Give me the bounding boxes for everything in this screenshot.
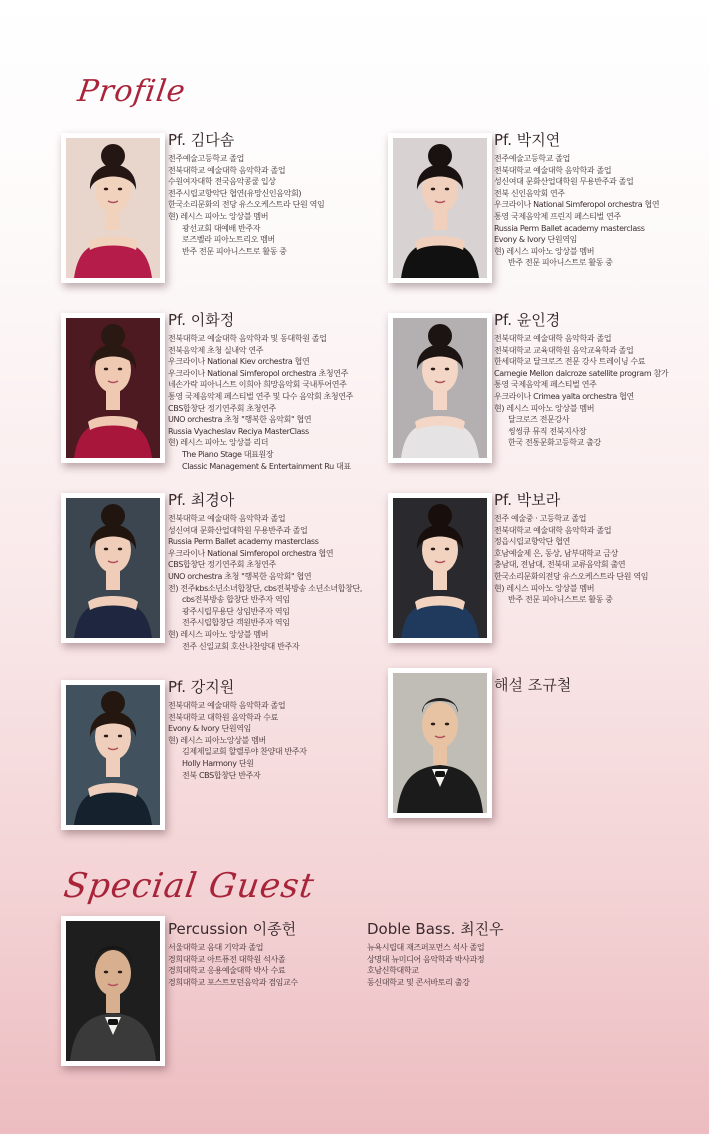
career-line: 서울대학교 음대 기악과 졸업: [168, 943, 264, 952]
career-line: 전북 CBS합창단 반주자: [182, 770, 261, 780]
performer-portrait-svg: [66, 498, 160, 638]
career-line: 수원여자대학 전국음악콩쿨 입상: [168, 177, 276, 187]
career-line: 전북음악제 초청 실내악 연주: [168, 345, 264, 355]
career-line: 한세대학교 달크로즈 전문 강사 트레이닝 수료: [494, 357, 646, 367]
career-line: 전북 신인음악회 연주: [494, 188, 565, 198]
performer-instrument: Pf.: [494, 131, 513, 149]
career-line: 경희대학교 아트퓨전 대학원 석사졸: [168, 954, 286, 964]
career-line: 전북대학교 예술대학 음악학과 졸업: [494, 165, 612, 175]
career-line: 전북대학교 대학원 음악학과 수료: [168, 712, 278, 722]
career-line: 전주 신일교회 호산나찬양대 반주자: [182, 641, 300, 651]
career-line: 호남신학대학교: [367, 966, 419, 976]
career-line: 현) 레시스 피아노 앙상블 멤버: [168, 629, 269, 639]
career-line: 로즈벨라 피아노트리오 멤버: [182, 235, 275, 245]
career-line: 한국소리문화의 전당 유스오케스트라 단원 역임: [168, 200, 325, 210]
career-line: 성신여대 문화산업대학원 무용반주과 졸업: [494, 177, 634, 187]
performer-portrait-svg: [66, 318, 160, 458]
performer-photo: [388, 313, 492, 463]
career-line: Russia Vyacheslav Reciya MasterClass: [168, 426, 309, 436]
performer-portrait-svg: [393, 673, 487, 813]
career-line: 광선교회 대예배 반주자: [182, 223, 261, 233]
career-line: 전북대학교 예술대학 음악학과 졸업: [168, 165, 286, 175]
career-line: 우크라이나 National Simferopol orchestra 협연: [168, 548, 334, 558]
career-line: 현) 레시스 피아노앙상블 멤버: [168, 735, 266, 745]
performer-instrument: Pf.: [168, 678, 187, 696]
guest-info: [168, 920, 368, 988]
performer-career-list: [168, 333, 368, 472]
performer-portrait-svg: [393, 498, 487, 638]
guest-name: [168, 920, 368, 938]
career-line: 경희대학교 포스트모던음악과 겸임교수: [168, 977, 298, 987]
performer-instrument: Pf.: [168, 311, 187, 329]
guest-instrument: Percussion: [168, 920, 248, 938]
career-line: 반주 전문 피아니스트로 활동 중: [182, 246, 287, 256]
guest-person-name: 최진우: [460, 920, 504, 938]
performer-career-list: [168, 513, 368, 652]
career-line: 우크라이나 National Simferopol orchestra 초청연주: [168, 368, 348, 378]
career-line: Russia Perm Ballet academy masterclass: [494, 223, 645, 233]
career-line: 현) 레시스 피아노 앙상블 멤버: [494, 246, 595, 256]
career-line: 성신여대 문화산업대학원 무용반주과 졸업: [168, 525, 308, 535]
career-line: 네손가락 피아니스트 이희아 희망음악회 국내투어연주: [168, 380, 347, 390]
performer-info: [494, 311, 694, 449]
career-line: 호남예술제 은, 동상, 남부대학교 금상: [494, 548, 618, 558]
career-line: The Piano Stage 대표원장: [182, 449, 274, 459]
profile-heading: Profile: [75, 74, 189, 109]
performer-person-name: 윤인경: [516, 311, 561, 329]
performer-career-list: [494, 153, 694, 269]
performer-photo: [388, 493, 492, 643]
performer-name: [494, 131, 694, 149]
performer-name: [168, 131, 368, 149]
career-line: 씽씽큐 뮤직 전북지사장: [508, 426, 587, 436]
career-line: 전북대학교 예술대학 음악학과 및 동대학원 졸업: [168, 334, 327, 343]
career-line: CBS합창단 정기연주회 초청연주: [168, 403, 276, 413]
career-line: Holly Harmony 단원: [182, 758, 254, 768]
career-line: 통영 국제음악제 프린지 페스티벌 연주: [494, 211, 621, 221]
performer-info: [168, 678, 368, 781]
performer-name: [494, 311, 694, 329]
career-line: UNO orchestra 초청 "행복한 음악회" 협연: [168, 415, 312, 425]
career-line: 전북대학교 예술대학 음악학과 졸업: [168, 514, 286, 523]
performer-name: [494, 676, 694, 694]
career-line: 한국소리문화의전당 유스오케스트라 단원 역임: [494, 571, 649, 581]
career-line: 충남대, 전남대, 전북대 교류음악회 출연: [494, 560, 626, 570]
career-line: 경희대학교 응용예술대학 박사 수료: [168, 966, 286, 976]
career-line: 우크라이나 National Simferopol orchestra 협연: [494, 200, 660, 210]
performer-person-name: 박보라: [516, 491, 561, 509]
performer-info: [168, 491, 368, 652]
career-line: 전) 전주kbs소년소녀합창단, cbs전북방송 소년소녀합창단,: [168, 583, 363, 593]
guest-photo: [61, 916, 165, 1066]
performer-portrait-svg: [66, 138, 160, 278]
career-line: 현) 레시스 피아노 앙상블 멤버: [494, 583, 595, 593]
performer-photo: [388, 133, 492, 283]
performer-portrait-svg: [393, 318, 487, 458]
career-line: 달크로즈 전문강사: [508, 415, 570, 425]
career-line: UNO orchestra 초청 "행복한 음악회" 협연: [168, 571, 312, 581]
career-line: 현) 레시스 피아노 앙상블 멤버: [494, 403, 595, 413]
career-line: 통영 국제음악제 페스티벌 연주 및 다수 음악회 초청연주: [168, 391, 354, 401]
guest-name: [367, 920, 567, 938]
career-line: 전북대학교 교육대학원 음악교육학과 졸업: [494, 345, 634, 355]
career-line: 김제제일교회 할렐루야 찬양대 반주자: [182, 747, 307, 757]
guest-portrait-svg: [66, 921, 160, 1061]
performer-photo: [61, 680, 165, 830]
performer-instrument: Pf.: [168, 131, 187, 149]
performer-info: [168, 131, 368, 257]
career-line: 전주예술고등학교 졸업: [168, 154, 244, 163]
performer-photo: [61, 133, 165, 283]
career-line: 통영 국제음악제 페스티벌 연주: [494, 380, 597, 390]
performer-person-name: 박지연: [516, 131, 561, 149]
performer-career-list: [168, 700, 368, 781]
performer-person-name: 최경아: [190, 491, 235, 509]
performer-career-list: [494, 513, 694, 606]
career-line: 뉴욕시립대 재즈퍼포먼스 석사 졸업: [367, 943, 485, 952]
career-line: 전북대학교 예술대학 음악학과 졸업: [494, 525, 612, 535]
career-line: CBS합창단 정기연주회 초청연주: [168, 560, 276, 570]
career-line: Russia Perm Ballet academy masterclass: [168, 537, 319, 547]
performer-name: [168, 311, 368, 329]
performer-person-name: 강지원: [190, 678, 235, 696]
performer-photo: [61, 493, 165, 643]
career-line: Classic Management & Entertainment Ru 대표: [182, 461, 351, 471]
performer-instrument: 해설: [494, 676, 523, 694]
career-line: 우크라이나 National Kiev orchestra 협연: [168, 357, 310, 367]
guest-info: [367, 920, 567, 988]
guest-person-name: 이종헌: [252, 920, 297, 938]
career-line: Evony & Ivory 단원역임: [168, 724, 251, 734]
performer-portrait-svg: [393, 138, 487, 278]
career-line: 우크라이나 Crimea yalta orchestra 협연: [494, 391, 634, 401]
career-line: 반주 전문 피아니스트로 활동 중: [508, 595, 613, 605]
performer-info: [168, 311, 368, 472]
career-line: 광주시립무용단 상임반주자 역임: [182, 606, 290, 616]
performer-person-name: 이화정: [190, 311, 235, 329]
performer-info: [494, 676, 694, 698]
career-line: 전주 예술중 · 고등학교 졸업: [494, 514, 587, 523]
performer-info: [494, 131, 694, 269]
performer-instrument: Pf.: [168, 491, 187, 509]
guest-career-list: [367, 942, 567, 988]
career-line: 전북대학교 예술대학 음악학과 졸업: [494, 334, 612, 343]
performer-photo: [61, 313, 165, 463]
performer-instrument: Pf.: [494, 311, 513, 329]
career-line: 현) 레시스 피아노 앙상블 리더: [168, 438, 269, 448]
career-line: 현) 레시스 피아노 앙상블 멤버: [168, 211, 269, 221]
performer-portrait-svg: [66, 685, 160, 825]
performer-instrument: Pf.: [494, 491, 513, 509]
career-line: 한국 전통문화고등학교 출강: [508, 438, 601, 448]
career-line: 전주시립합창단 객원반주자 역임: [182, 618, 290, 628]
performer-name: [494, 491, 694, 509]
career-line: 반주 전문 피아니스트로 활동 중: [508, 258, 613, 268]
performer-name: [168, 678, 368, 696]
career-line: 정읍시립교향악단 협연: [494, 537, 570, 547]
career-line: 전주예술고등학교 졸업: [494, 154, 570, 163]
performer-career-list: [168, 153, 368, 257]
career-line: cbs전북방송 합창단 반주자 역임: [182, 595, 290, 605]
performer-info: [494, 491, 694, 606]
career-line: 전북대학교 예술대학 음악학과 졸업: [168, 701, 286, 710]
performer-career-list: [494, 333, 694, 449]
performer-name: [168, 491, 368, 509]
career-line: Carnegie Mellon dalcroze satellite program 참가: [494, 368, 669, 378]
guest-instrument: Doble Bass.: [367, 920, 456, 938]
career-line: 전주시립교향악단 협연(유망신인음악회): [168, 188, 302, 198]
performer-person-name: 조규철: [527, 676, 572, 694]
guest-career-list: [168, 942, 368, 988]
special-guest-heading: Special Guest: [61, 866, 318, 906]
career-line: Evony & Ivory 단원역임: [494, 235, 577, 245]
career-line: 동신대학교 및 콘서바토리 출강: [367, 977, 470, 987]
career-line: 상명대 뉴미디어 음악학과 박사과정: [367, 954, 485, 964]
performer-person-name: 김다솜: [190, 131, 235, 149]
performer-photo: [388, 668, 492, 818]
